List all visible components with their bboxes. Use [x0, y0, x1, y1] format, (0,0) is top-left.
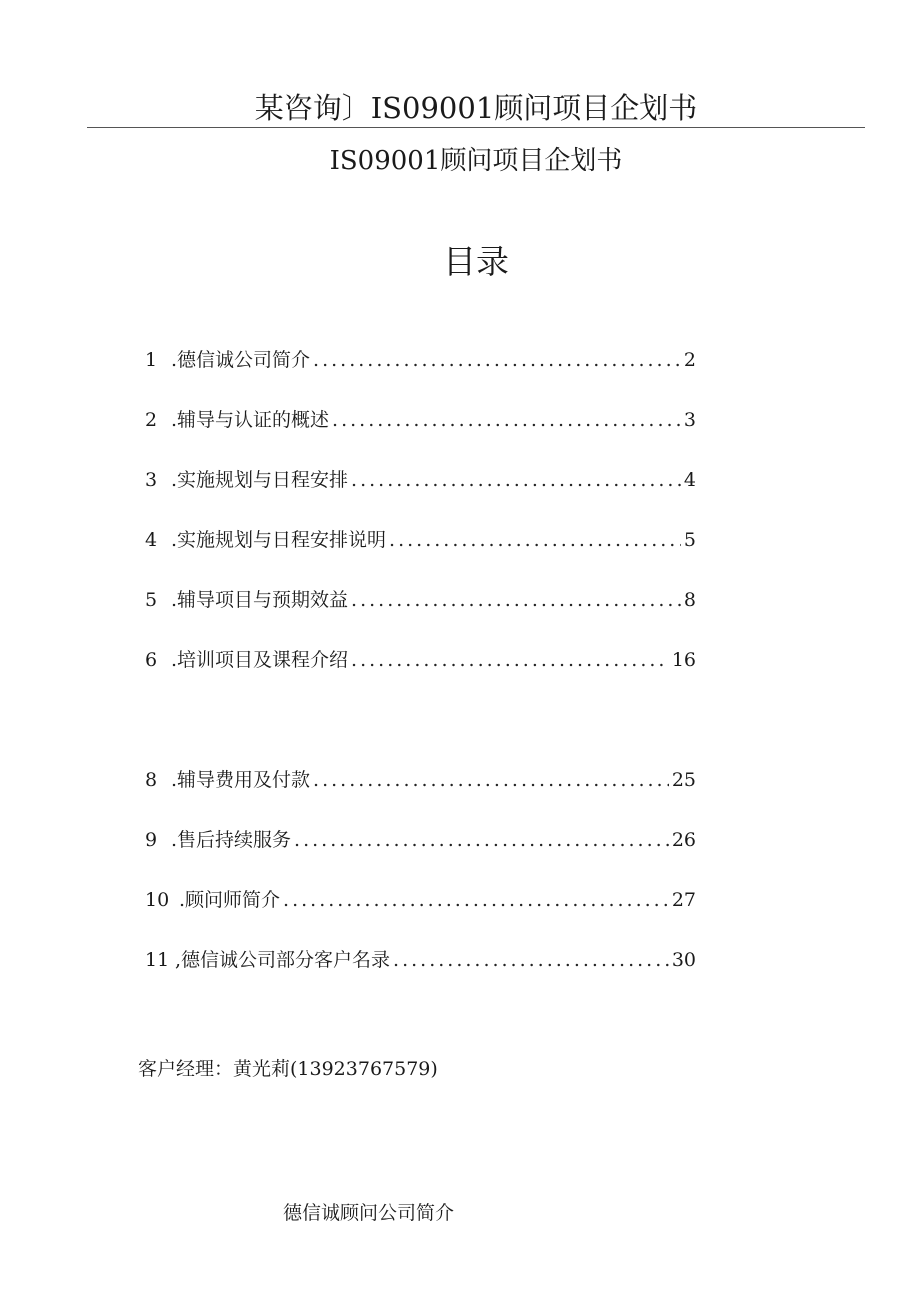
toc-leader-dots [313, 769, 669, 791]
toc-item-number: 1 [145, 349, 158, 371]
toc-item-label: .实施规划与日程安排说明 [171, 529, 387, 551]
toc-item-page: 4 [683, 469, 696, 491]
toc-item[interactable] [145, 465, 696, 495]
toc-item[interactable] [145, 885, 696, 915]
document-title: IS09001顾问项目企划书 [329, 146, 623, 176]
toc-leader-dots [351, 469, 681, 491]
header-divider [87, 127, 865, 128]
toc-item-label: .辅导费用及付款 [171, 769, 311, 791]
toc-leader-dots [283, 889, 669, 911]
toc-item-number: 8 [145, 769, 158, 791]
toc-item-page: 27 [671, 889, 696, 911]
toc-item[interactable] [145, 525, 696, 555]
toc-item[interactable] [145, 345, 696, 375]
toc-item[interactable] [145, 405, 696, 435]
toc-leader-dots [332, 409, 681, 431]
toc-leader-dots [393, 949, 669, 971]
toc-item-label: .辅导与认证的概述 [171, 409, 330, 431]
toc-item-label: .实施规划与日程安排 [171, 469, 349, 491]
toc-item-page: 30 [671, 949, 696, 971]
toc-item-number: 9 [145, 829, 158, 851]
toc-heading: 目录 [443, 242, 509, 281]
toc-item[interactable] [145, 585, 696, 615]
toc-item-page: 8 [683, 589, 696, 611]
toc-leader-dots [351, 649, 669, 671]
toc-item-label: ,德信诚公司部分客户名录 [175, 949, 391, 971]
toc-item[interactable] [145, 945, 696, 975]
toc-leader-dots [389, 529, 681, 551]
toc-item-page: 26 [671, 829, 696, 851]
toc-item-number: 6 [145, 649, 158, 671]
toc-item-label: .顾问师简介 [179, 889, 281, 911]
toc-item[interactable] [145, 765, 696, 795]
toc-leader-dots [351, 589, 681, 611]
section-heading: 德信诚顾问公司简介 [283, 1202, 455, 1224]
toc-item[interactable] [145, 825, 696, 855]
toc-item-label: .售后持续服务 [171, 829, 292, 851]
toc-item-page: 2 [683, 349, 696, 371]
account-manager: 客户经理：黄光莉(13923767579) [138, 1058, 438, 1080]
toc-item-number: 4 [145, 529, 158, 551]
toc-leader-dots [294, 829, 669, 851]
toc-item[interactable] [145, 645, 696, 675]
toc-item-number: 5 [145, 589, 158, 611]
toc-item-page: 25 [671, 769, 696, 791]
toc-leader-dots [313, 349, 681, 371]
toc-item-number: 10 [145, 889, 170, 911]
toc-item-label: .培训项目及课程介绍 [171, 649, 349, 671]
toc-item-number: 3 [145, 469, 158, 491]
toc-item-page: 5 [683, 529, 696, 551]
header-title: 某咨询〕IS09001顾问项目企划书 [254, 91, 698, 125]
toc-item-page: 16 [671, 649, 696, 671]
toc-item-number: 2 [145, 409, 158, 431]
toc-item-page: 3 [683, 409, 696, 431]
toc-item-label: .辅导项目与预期效益 [171, 589, 349, 611]
toc-item-number: 11 [145, 949, 170, 971]
toc-item-label: .德信诚公司简介 [171, 349, 311, 371]
